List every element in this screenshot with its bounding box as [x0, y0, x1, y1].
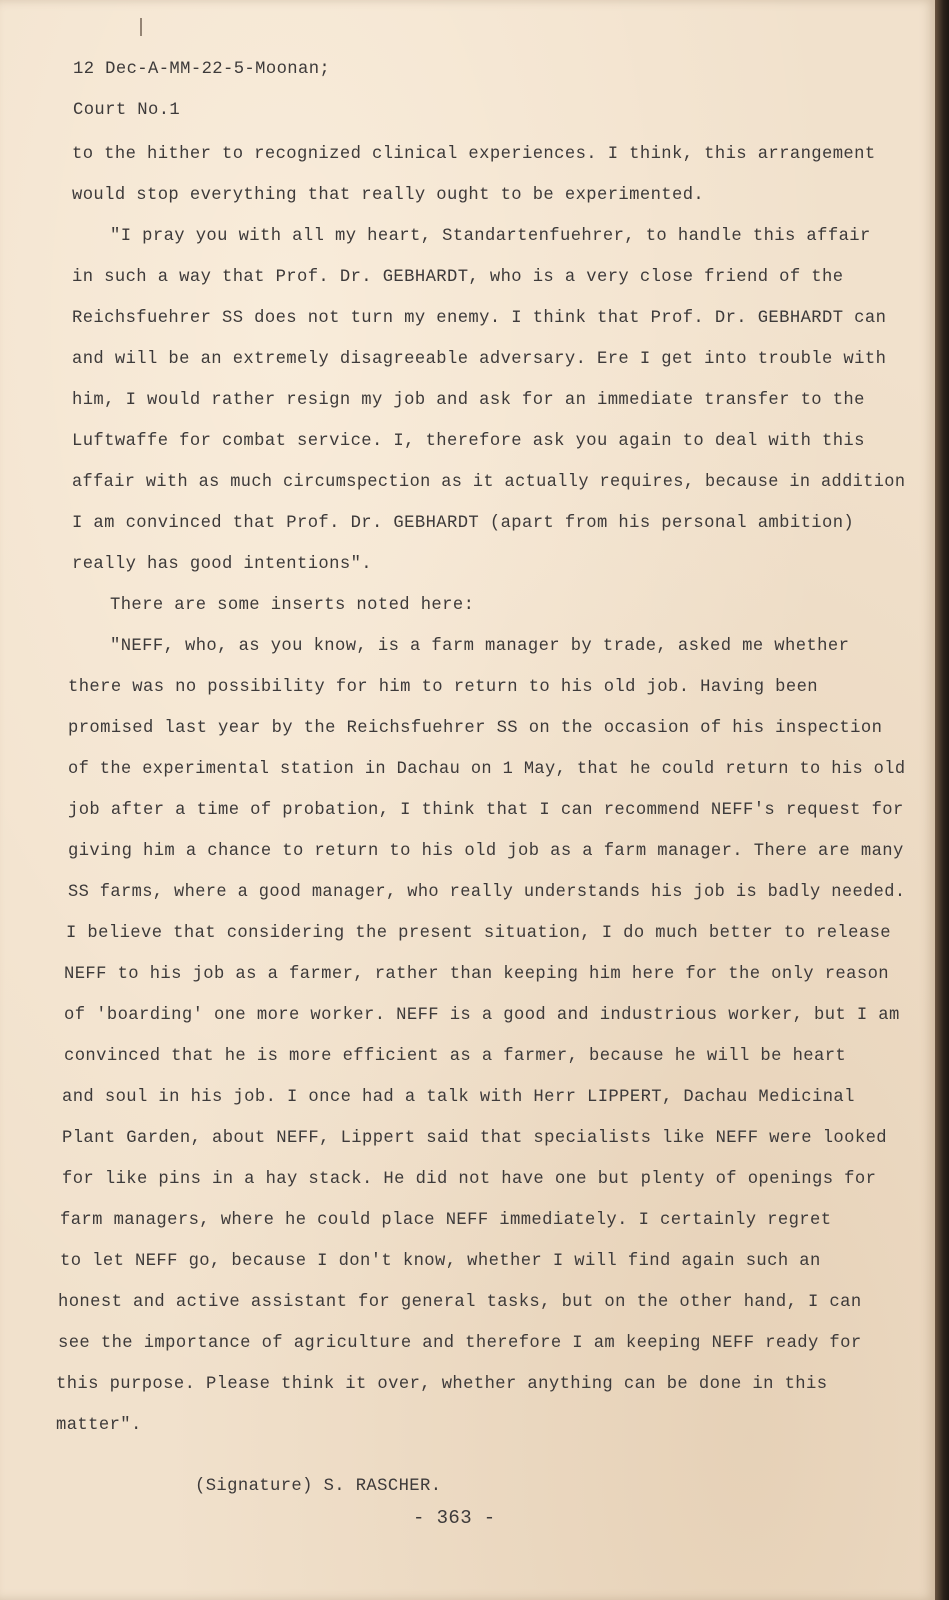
- body-line: NEFF to his job as a farmer, rather than keeping him here for the only reason: [64, 965, 889, 984]
- body-line: There are some inserts noted here:: [110, 596, 475, 615]
- body-line: and will be an extremely disagreeable adversary. Ere I get into trouble with: [72, 350, 887, 369]
- body-line: to the hither to recognized clinical experiences. I think, this arrangement: [72, 145, 876, 164]
- body-line: there was no possibility for him to return to his old job. Having been: [68, 678, 818, 697]
- body-line: really has good intentions".: [72, 555, 372, 574]
- body-line: affair with as much circumspection as it actually requires, because in addition: [72, 473, 906, 492]
- page-edge-shadow: [935, 0, 949, 1600]
- body-line: promised last year by the Reichsfuehrer SS on the occasion of his inspection: [68, 719, 883, 738]
- body-line: would stop everything that really ought to be experimented.: [72, 186, 705, 205]
- body-line: Luftwaffe for combat service. I, therefore ask you again to deal with this: [72, 432, 865, 451]
- court-header: Court No.1: [73, 101, 181, 120]
- body-line: in such a way that Prof. Dr. GEBHARDT, who is a very close friend of the: [72, 268, 844, 287]
- body-line: for like pins in a hay stack. He did not have one but plenty of openings for: [62, 1170, 877, 1189]
- body-line: Reichsfuehrer SS does not turn my enemy. I think that Prof. Dr. GEBHARDT can: [72, 309, 887, 328]
- body-line: him, I would rather resign my job and ask for an immediate transfer to the: [72, 391, 865, 410]
- body-line: SS farms, where a good manager, who really understands his job is badly needed.: [68, 883, 906, 902]
- doc-id-header: 12 Dec-A-MM-22-5-Moonan;: [73, 60, 331, 79]
- body-line: giving him a chance to return to his old job as a farm manager. There are many: [68, 842, 904, 861]
- body-line: "I pray you with all my heart, Standartenfuehrer, to handle this affair: [110, 227, 871, 246]
- body-line: job after a time of probation, I think that I can recommend NEFF's request for: [68, 801, 904, 820]
- body-line: of 'boarding' one more worker. NEFF is a good and industrious worker, but I am: [64, 1006, 900, 1025]
- body-line: see the importance of agriculture and therefore I am keeping NEFF ready for: [58, 1334, 862, 1353]
- body-line: farm managers, where he could place NEFF immediately. I certainly regret: [60, 1211, 832, 1230]
- body-line: I am convinced that Prof. Dr. GEBHARDT (apart from his personal ambition): [72, 514, 855, 533]
- body-line: and soul in his job. I once had a talk with Herr LIPPERT, Dachau Medicinal: [62, 1088, 855, 1107]
- body-line: this purpose. Please think it over, whether anything can be done in this: [56, 1375, 828, 1394]
- body-line: matter".: [56, 1416, 142, 1435]
- page-number: - 363 -: [413, 1507, 496, 1529]
- body-line: "NEFF, who, as you know, is a farm manager by trade, asked me whether: [110, 637, 850, 656]
- body-line: convinced that he is more efficient as a farmer, because he will be heart: [64, 1047, 847, 1066]
- signature-line: (Signature) S. RASCHER.: [195, 1477, 442, 1496]
- body-line: honest and active assistant for general tasks, but on the other hand, I can: [58, 1293, 862, 1312]
- body-line: I believe that considering the present situation, I do much better to release: [66, 924, 891, 943]
- body-line: Plant Garden, about NEFF, Lippert said that specialists like NEFF were looked: [62, 1129, 887, 1148]
- body-line: of the experimental station in Dachau on 1 May, that he could return to his old: [68, 760, 906, 779]
- body-line: to let NEFF go, because I don't know, whether I will find again such an: [60, 1252, 821, 1271]
